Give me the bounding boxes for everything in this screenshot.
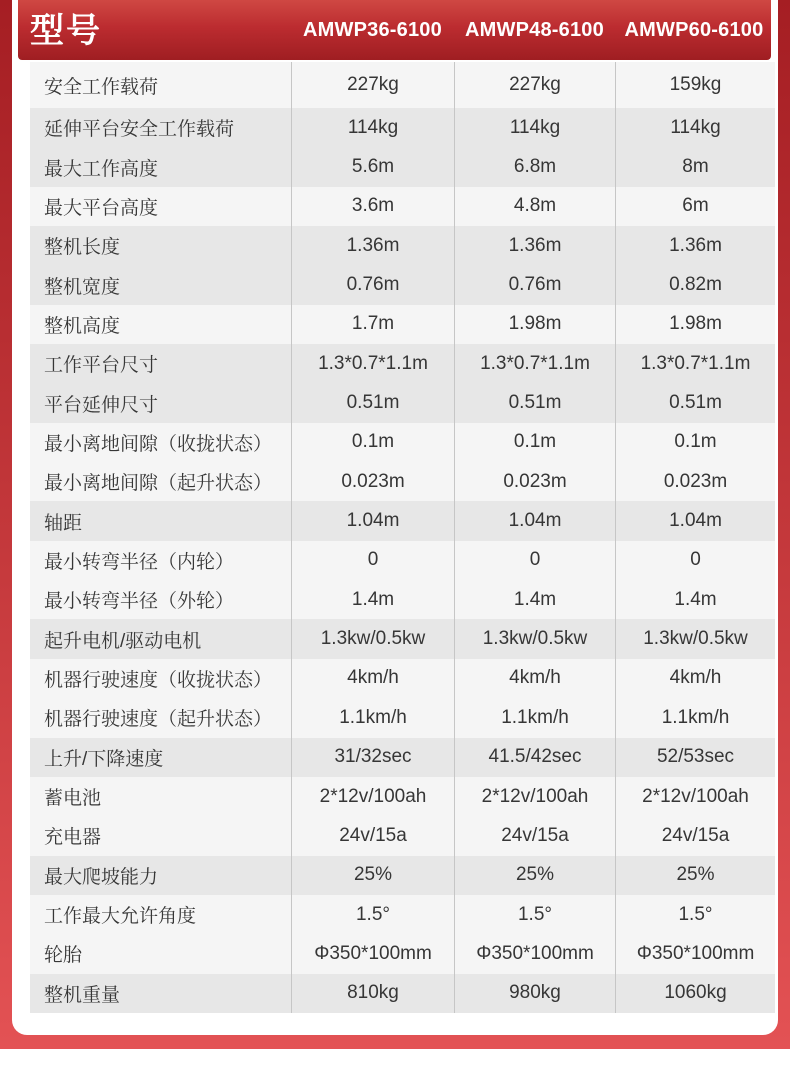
spec-row bbox=[30, 462, 775, 501]
spec-row bbox=[30, 934, 775, 973]
spec-label-cell: 平台延伸尺寸 bbox=[44, 394, 159, 416]
spec-value-cell: 1.5° bbox=[615, 895, 775, 934]
spec-row bbox=[30, 816, 775, 855]
spec-row bbox=[30, 305, 775, 344]
spec-value-cell: 25% bbox=[615, 856, 775, 895]
spec-value-cell: 114kg bbox=[291, 108, 454, 147]
spec-value-cell: 1.36m bbox=[454, 226, 615, 265]
column-header-amwp48: AMWP48-6100 bbox=[465, 18, 604, 41]
spec-label-cell: 轴距 bbox=[44, 512, 83, 534]
spec-value-cell: 1.1km/h bbox=[615, 698, 775, 737]
spec-label-cell: 机器行驶速度（起升状态） bbox=[44, 709, 273, 731]
spec-label-cell: 最小转弯半径（外轮） bbox=[44, 591, 235, 613]
spec-value-cell: 1.4m bbox=[454, 580, 615, 619]
spec-value-cell: 4km/h bbox=[291, 659, 454, 698]
spec-row bbox=[30, 895, 775, 934]
spec-row bbox=[30, 187, 775, 226]
spec-label-cell: 蓄电池 bbox=[44, 788, 102, 810]
spec-row bbox=[30, 108, 775, 147]
spec-value-cell: 1.7m bbox=[291, 305, 454, 344]
spec-value-cell: 980kg bbox=[454, 974, 615, 1013]
spec-row bbox=[30, 383, 775, 422]
spec-value-cell: 1.98m bbox=[615, 305, 775, 344]
spec-value-cell: 1.4m bbox=[615, 580, 775, 619]
spec-value-cell: 1060kg bbox=[615, 974, 775, 1013]
spec-value-cell: 0.82m bbox=[615, 265, 775, 304]
spec-row bbox=[30, 974, 775, 1013]
spec-value-cell: 1.04m bbox=[615, 501, 775, 540]
spec-row bbox=[30, 738, 775, 777]
spec-value-cell: 1.5° bbox=[291, 895, 454, 934]
spec-value-cell: 4km/h bbox=[615, 659, 775, 698]
spec-value-cell: 1.5° bbox=[454, 895, 615, 934]
spec-table bbox=[30, 62, 775, 1013]
spec-row bbox=[30, 777, 775, 816]
spec-value-cell: Φ350*100mm bbox=[454, 934, 615, 973]
spec-value-cell: 1.1km/h bbox=[291, 698, 454, 737]
spec-label-cell: 起升电机/驱动电机 bbox=[44, 630, 202, 652]
spec-value-cell: 25% bbox=[291, 856, 454, 895]
spec-value-cell: 5.6m bbox=[291, 147, 454, 186]
spec-label-cell: 充电器 bbox=[44, 827, 102, 849]
spec-value-cell: 31/32sec bbox=[291, 738, 454, 777]
spec-value-cell: 0.1m bbox=[291, 423, 454, 462]
spec-value-cell: 3.6m bbox=[291, 187, 454, 226]
spec-label-cell: 最小离地间隙（起升状态） bbox=[44, 473, 273, 495]
spec-value-cell: 1.3*0.7*1.1m bbox=[291, 344, 454, 383]
spec-value-cell: 0 bbox=[454, 541, 615, 580]
spec-value-cell: Φ350*100mm bbox=[615, 934, 775, 973]
spec-value-cell: 1.04m bbox=[454, 501, 615, 540]
spec-value-cell: 1.3*0.7*1.1m bbox=[615, 344, 775, 383]
spec-value-cell: 0.023m bbox=[291, 462, 454, 501]
spec-value-cell: 6m bbox=[615, 187, 775, 226]
spec-label-cell: 最大平台高度 bbox=[44, 197, 159, 219]
spec-value-cell: 0.1m bbox=[615, 423, 775, 462]
spec-value-cell: 0 bbox=[615, 541, 775, 580]
spec-row bbox=[30, 344, 775, 383]
spec-value-cell: 1.3*0.7*1.1m bbox=[454, 344, 615, 383]
spec-value-cell: 159kg bbox=[615, 62, 775, 108]
spec-value-cell: 41.5/42sec bbox=[454, 738, 615, 777]
spec-value-cell: 0.51m bbox=[454, 383, 615, 422]
spec-value-cell: 0.023m bbox=[454, 462, 615, 501]
spec-value-cell: 24v/15a bbox=[454, 816, 615, 855]
spec-row bbox=[30, 856, 775, 895]
spec-value-cell: 227kg bbox=[454, 62, 615, 108]
spec-label-cell: 整机长度 bbox=[44, 237, 121, 259]
spec-row bbox=[30, 698, 775, 737]
spec-label-cell: 工作最大允许角度 bbox=[44, 906, 197, 928]
spec-value-cell: 0.76m bbox=[454, 265, 615, 304]
spec-value-cell: 1.04m bbox=[291, 501, 454, 540]
spec-value-cell: 1.36m bbox=[291, 226, 454, 265]
spec-row bbox=[30, 62, 775, 108]
model-title: 型号 bbox=[30, 12, 102, 50]
spec-value-cell: 0.76m bbox=[291, 265, 454, 304]
spec-value-cell: 0 bbox=[291, 541, 454, 580]
spec-label-cell: 安全工作载荷 bbox=[44, 76, 159, 98]
spec-value-cell: 1.98m bbox=[454, 305, 615, 344]
spec-label-cell: 上升/下降速度 bbox=[44, 748, 164, 770]
spec-row bbox=[30, 423, 775, 462]
spec-value-cell: 1.4m bbox=[291, 580, 454, 619]
spec-row bbox=[30, 619, 775, 658]
spec-value-cell: 4.8m bbox=[454, 187, 615, 226]
spec-row bbox=[30, 226, 775, 265]
spec-value-cell: 6.8m bbox=[454, 147, 615, 186]
spec-value-cell: 1.36m bbox=[615, 226, 775, 265]
spec-value-cell: 1.3kw/0.5kw bbox=[454, 619, 615, 658]
spec-value-cell: 1.3kw/0.5kw bbox=[615, 619, 775, 658]
spec-value-cell: 114kg bbox=[454, 108, 615, 147]
spec-label-cell: 工作平台尺寸 bbox=[44, 355, 159, 377]
spec-value-cell: 0.1m bbox=[454, 423, 615, 462]
column-header-amwp60: AMWP60-6100 bbox=[624, 18, 764, 41]
spec-row bbox=[30, 501, 775, 540]
spec-value-cell: 52/53sec bbox=[615, 738, 775, 777]
spec-label-cell: 整机重量 bbox=[44, 984, 121, 1006]
spec-value-cell: 2*12v/100ah bbox=[454, 777, 615, 816]
spec-row bbox=[30, 147, 775, 186]
spec-value-cell: Φ350*100mm bbox=[291, 934, 454, 973]
spec-value-cell: 4km/h bbox=[454, 659, 615, 698]
spec-label-cell: 整机高度 bbox=[44, 315, 121, 337]
spec-value-cell: 810kg bbox=[291, 974, 454, 1013]
spec-value-cell: 1.3kw/0.5kw bbox=[291, 619, 454, 658]
spec-row bbox=[30, 265, 775, 304]
spec-value-cell: 8m bbox=[615, 147, 775, 186]
spec-value-cell: 1.1km/h bbox=[454, 698, 615, 737]
spec-label-cell: 最大工作高度 bbox=[44, 158, 159, 180]
spec-label-cell: 整机宽度 bbox=[44, 276, 121, 298]
spec-label-cell: 最小离地间隙（收拢状态） bbox=[44, 433, 273, 455]
spec-value-cell: 24v/15a bbox=[615, 816, 775, 855]
spec-label-cell: 机器行驶速度（收拢状态） bbox=[44, 669, 273, 691]
spec-value-cell: 114kg bbox=[615, 108, 775, 147]
spec-label-cell: 最小转弯半径（内轮） bbox=[44, 551, 235, 573]
spec-value-cell: 0.023m bbox=[615, 462, 775, 501]
spec-label-cell: 轮胎 bbox=[44, 945, 83, 967]
spec-row bbox=[30, 580, 775, 619]
spec-value-cell: 227kg bbox=[291, 62, 454, 108]
column-header-amwp36: AMWP36-6100 bbox=[303, 18, 442, 41]
spec-value-cell: 2*12v/100ah bbox=[291, 777, 454, 816]
spec-value-cell: 0.51m bbox=[291, 383, 454, 422]
spec-row bbox=[30, 659, 775, 698]
spec-row bbox=[30, 541, 775, 580]
spec-label-cell: 延伸平台安全工作载荷 bbox=[44, 119, 235, 141]
spec-card bbox=[12, 0, 778, 1035]
spec-value-cell: 25% bbox=[454, 856, 615, 895]
spec-value-cell: 2*12v/100ah bbox=[615, 777, 775, 816]
table-header bbox=[18, 0, 771, 60]
spec-label-cell: 最大爬坡能力 bbox=[44, 866, 159, 888]
spec-value-cell: 24v/15a bbox=[291, 816, 454, 855]
spec-value-cell: 0.51m bbox=[615, 383, 775, 422]
